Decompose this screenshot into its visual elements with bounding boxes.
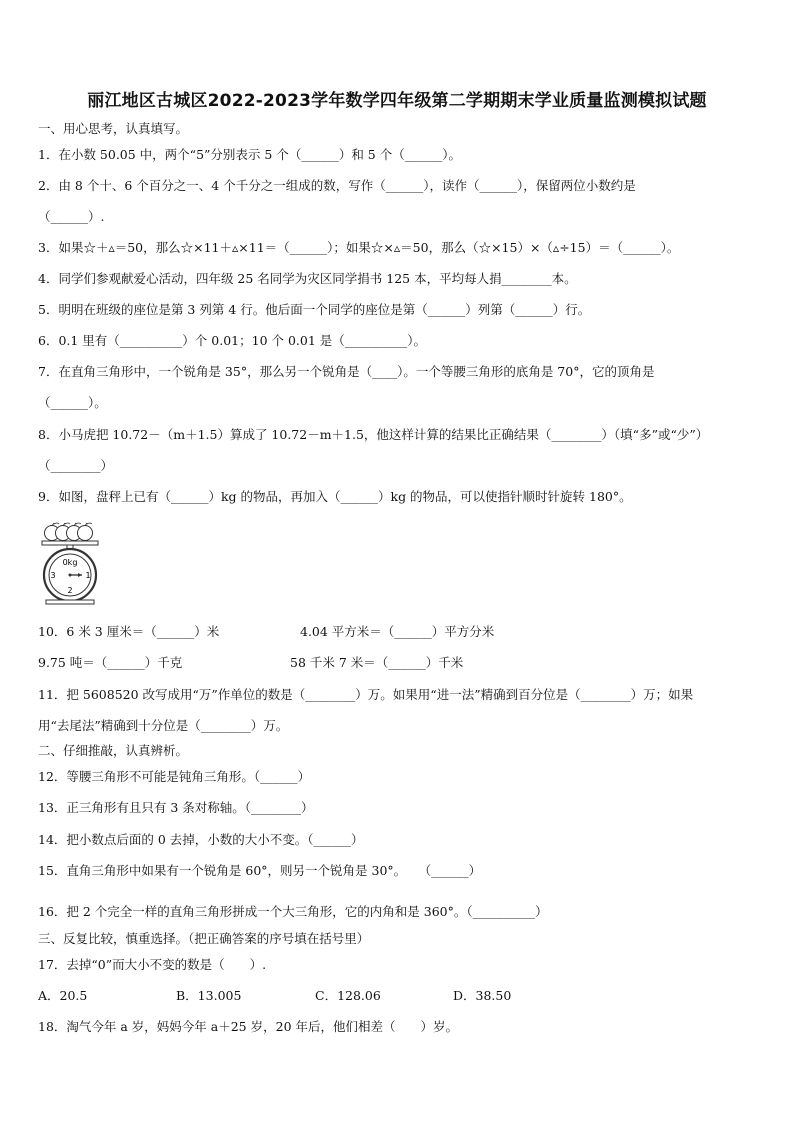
question-16: 16．把 2 个完全一样的直角三角形拼成一个大三角形，它的内角和是 360°。（__________）: [38, 904, 548, 919]
question-17: 17．去掉“0”而大小不变的数是（ ）.: [38, 957, 267, 972]
question-5: 5．明明在班级的座位是第 3 列第 4 行。他后面一个同学的座位是第（______）列第（______）行。: [38, 302, 591, 317]
question-13: 13．正三角形有且只有 3 条对称轴。（________）: [38, 800, 314, 815]
question-10-d: 58 千米 7 米＝（______）千米: [290, 655, 464, 670]
section-heading-1: 一、用心思考，认真填写。: [38, 121, 189, 136]
question-3: 3．如果☆＋▵＝50，那么☆×11＋▵×11＝（______）；如果☆×▵＝50，那么（☆×15）×（▵÷15）＝（______）。: [38, 240, 680, 255]
question-17-option-a: A．20.5: [38, 988, 88, 1003]
scale-label-three: 3: [50, 571, 56, 580]
question-4: 4．同学们参观献爱心活动，四年级 25 名同学为灾区同学捐书 125 本，平均每人捐________本。: [38, 271, 577, 286]
question-14: 14．把小数点后面的 0 去掉，小数的大小不变。（______）: [38, 832, 364, 847]
question-8: 8．小马虎把 10.72－（m＋1.5）算成了 10.72－m＋1.5，他这样计算的结果比正确结果（________）（填“多”或“少”）: [38, 427, 709, 442]
question-17-option-c: C．128.06: [315, 988, 381, 1003]
scale-label-one: 1: [85, 571, 91, 580]
question-11: 11．把 5608520 改写成用“万”作单位的数是（________）万。如果用“进一法”精确到百分位是（________）万；如果: [38, 687, 694, 702]
question-12: 12．等腰三角形不可能是钝角三角形。（______）: [38, 769, 311, 784]
question-2-cont: （______）.: [38, 209, 105, 224]
question-6: 6．0.1 里有（__________）个 0.01；10 个 0.01 是（__________）。: [38, 333, 427, 348]
question-17-option-d: D．38.50: [453, 988, 512, 1003]
section-heading-3: 三、反复比较，慎重选择。（把正确答案的序号填在括号里）: [38, 931, 370, 946]
question-1: 1．在小数 50.05 中，两个“5”分别表示 5 个（______）和 5 个（______）。: [38, 147, 461, 162]
apples: [45, 523, 93, 541]
question-10-a: 10．6 米 3 厘米＝（______）米: [38, 624, 220, 639]
scale-illustration: [38, 520, 102, 612]
scale-label-two: 2: [67, 586, 73, 595]
question-7-cont: （______）。: [38, 395, 107, 410]
question-9: 9．如图，盘秤上已有（______）kg 的物品，再加入（______）kg 的物品，可以使指针顺时针旋转 180°。: [38, 489, 632, 504]
question-7: 7．在直角三角形中，一个锐角是 35°，那么另一个锐角是（____）。一个等腰三角形的底角是 70°，它的顶角是: [38, 364, 655, 379]
question-8-cont: （________）: [38, 458, 114, 473]
question-18: 18．淘气今年 a 岁，妈妈今年 a＋25 岁，20 年后，他们相差（ ）岁。: [38, 1019, 458, 1034]
question-17-option-b: B．13.005: [176, 988, 242, 1003]
page-title: 丽江地区古城区2022-2023学年数学四年级第二学期期末学业质量监测模拟试题: [87, 91, 707, 111]
scale-label-zero: 0kg: [62, 558, 78, 567]
scale-pan: [42, 541, 98, 545]
scale-base: [46, 600, 94, 604]
question-10-b: 4.04 平方米＝（______）平方分米: [300, 624, 495, 639]
question-10-c: 9.75 吨＝（______）千克: [38, 655, 183, 670]
question-2: 2．由 8 个十、6 个百分之一、4 个千分之一组成的数，写作（______），读作（______），保留两位小数约是: [38, 178, 636, 193]
section-heading-2: 二、仔细推敲，认真辨析。: [38, 743, 189, 758]
question-15: 15．直角三角形中如果有一个锐角是 60°，则另一个锐角是 30°。 （______）: [38, 863, 482, 878]
question-11-cont: 用“去尾法”精确到十分位是（________）万。: [38, 718, 289, 733]
